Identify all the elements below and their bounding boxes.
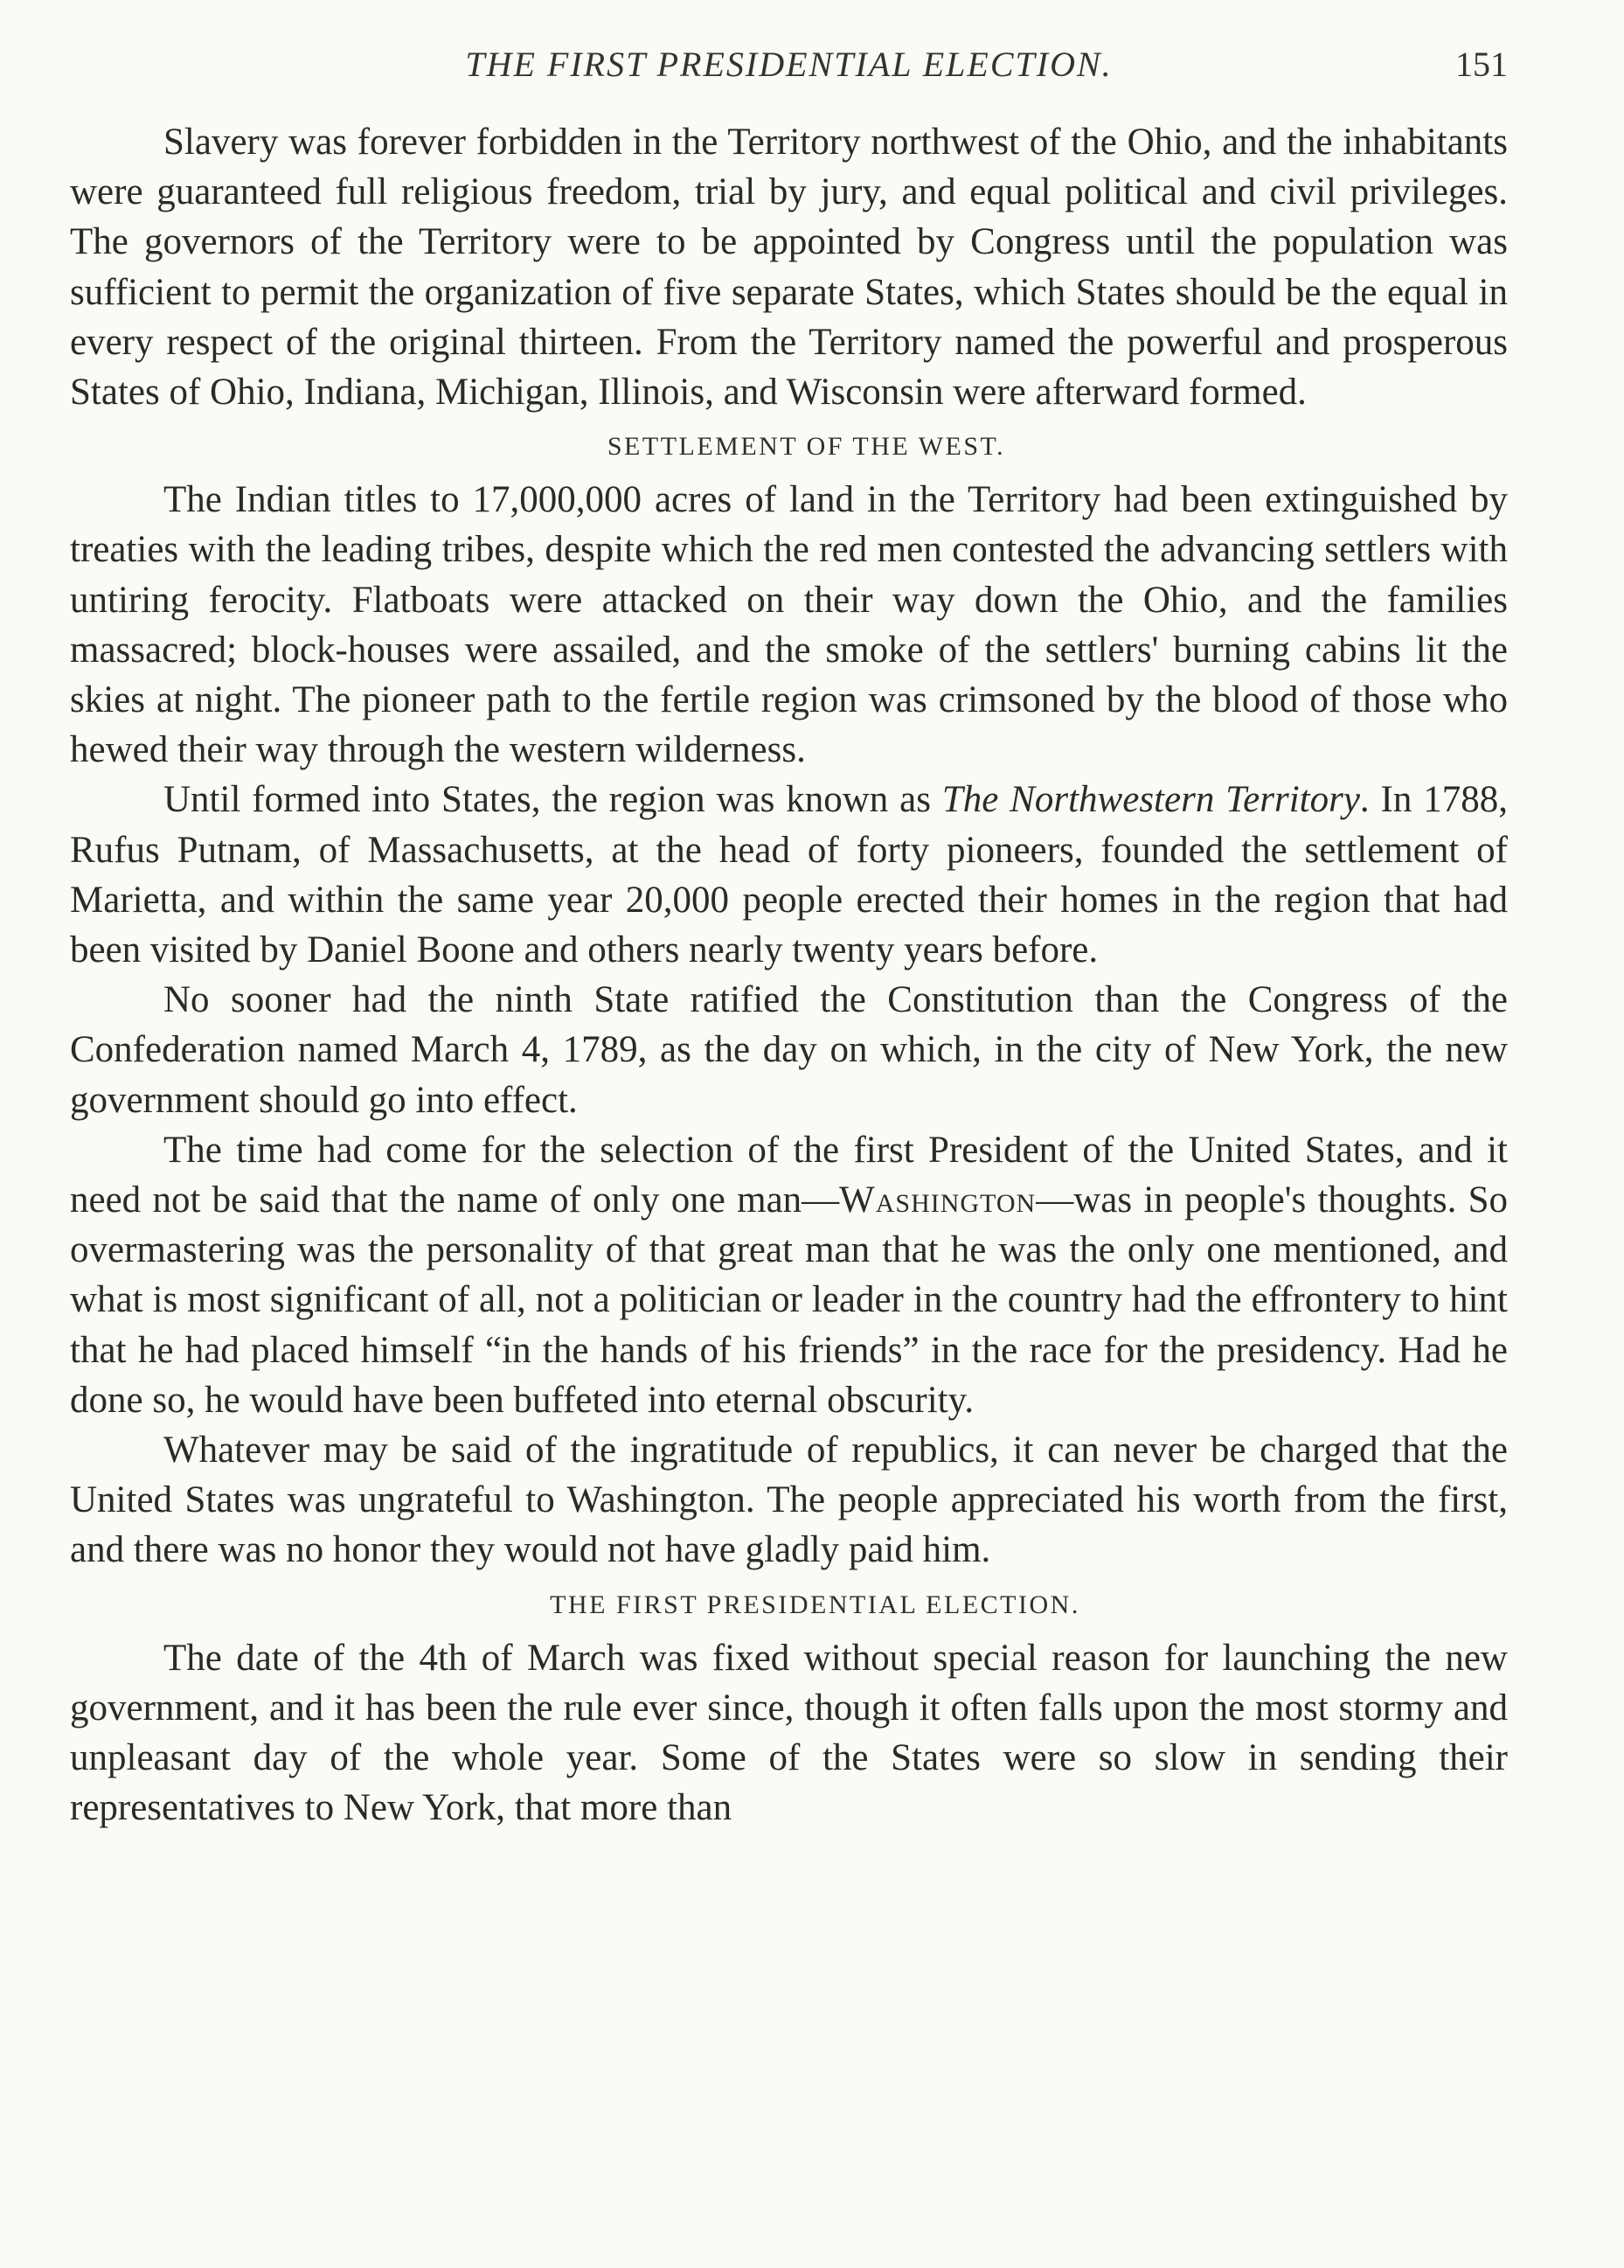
paragraph-northwestern-territory-start: Until formed into States, the region was known as	[163, 779, 942, 821]
running-title: THE FIRST PRESIDENTIAL ELECTION.	[465, 45, 1113, 84]
page-number: 151	[1455, 45, 1508, 84]
paragraph-northwestern-territory	[70, 775, 1508, 975]
section-heading-first-election: THE FIRST PRESIDENTIAL ELECTION.	[550, 1590, 1080, 1619]
paragraph-first-president-start: The time had come for the selection of the first President of the United States, and it need not be said that the name of only one man—	[70, 1129, 1508, 1221]
body-text	[70, 117, 1508, 1833]
paragraph-ninth-state: No sooner had the ninth State ratified the Constitution than the Congress of the Confederation named March 4, 1789, as the day on which, in the city of New York, the new government should go into effect.	[70, 979, 1508, 1121]
paragraph-fourth-of-march: The date of the 4th of March was fixed without special reason for launching the new government, and it has been the rule ever since, though it often falls upon the most stormy and unpleasant day of the whole year. Some of the States were so slow in sending their representatives to New York, that more than	[70, 1637, 1508, 1829]
paragraph-first-president-end: —was in people's thoughts. So overmastering was the personality of that great man that he was the only one mentioned, and what is most significant of all, not a politician or leader in the country had the effrontery to hint that he had placed himself “in the hands of his friends” in the race for the presidency. Had he done so, he would have been buffeted into eternal obscurity.	[70, 1179, 1509, 1421]
paragraph-first-president	[70, 1125, 1508, 1425]
paragraph-ingratitude: Whatever may be said of the ingratitude of republics, it can never be charged that the United States was ungrateful to Washington. The people appreciated his worth from the first, and there was no honor they would not have gladly paid him.	[70, 1430, 1508, 1571]
paragraph-slavery: Slavery was forever forbidden in the Territory northwest of the Ohio, and the inhabitants were guaranteed full religious freedom, trial by jury, and equal political and civil privileges. The governors of the Territory were to be appointed by Congress until the population was sufficient to permit the organization of five separate States, which States should be the equal in every respect of the original thirteen. From the Territory named the powerful and prosperous States of Ohio, Indiana, Michigan, Illinois, and Wisconsin were afterward formed.	[70, 122, 1508, 414]
page-header	[70, 37, 1508, 93]
paragraph-indian-titles: The Indian titles to 17,000,000 acres of land in the Territory had been extinguished by treaties with the leading tribes, despite which the red men contested the advancing settlers with untiring ferocity. Flatboats were attacked on their way down the Ohio, and the families massacred; block-houses were assailed, and the smoke of the settlers' burning cabins lit the skies at night. The pioneer path to the fertile region was crimsoned by the blood of those who hewed their way through the western wilderness.	[70, 479, 1508, 771]
paragraph-northwestern-territory-end: . In 1788, Rufus Putnam, of Massachusetts, at the head of forty pioneers, founded the settlement of Marietta, and within the same year 20,000 people erected their homes in the region that had been visited by Daniel Boone and others nearly twenty years before.	[70, 779, 1508, 971]
territory-name-italic: The Northwestern Territory	[941, 779, 1360, 821]
washington-smallcaps: Washington	[839, 1179, 1037, 1221]
section-heading-settlement: SETTLEMENT OF THE WEST.	[607, 432, 1006, 462]
